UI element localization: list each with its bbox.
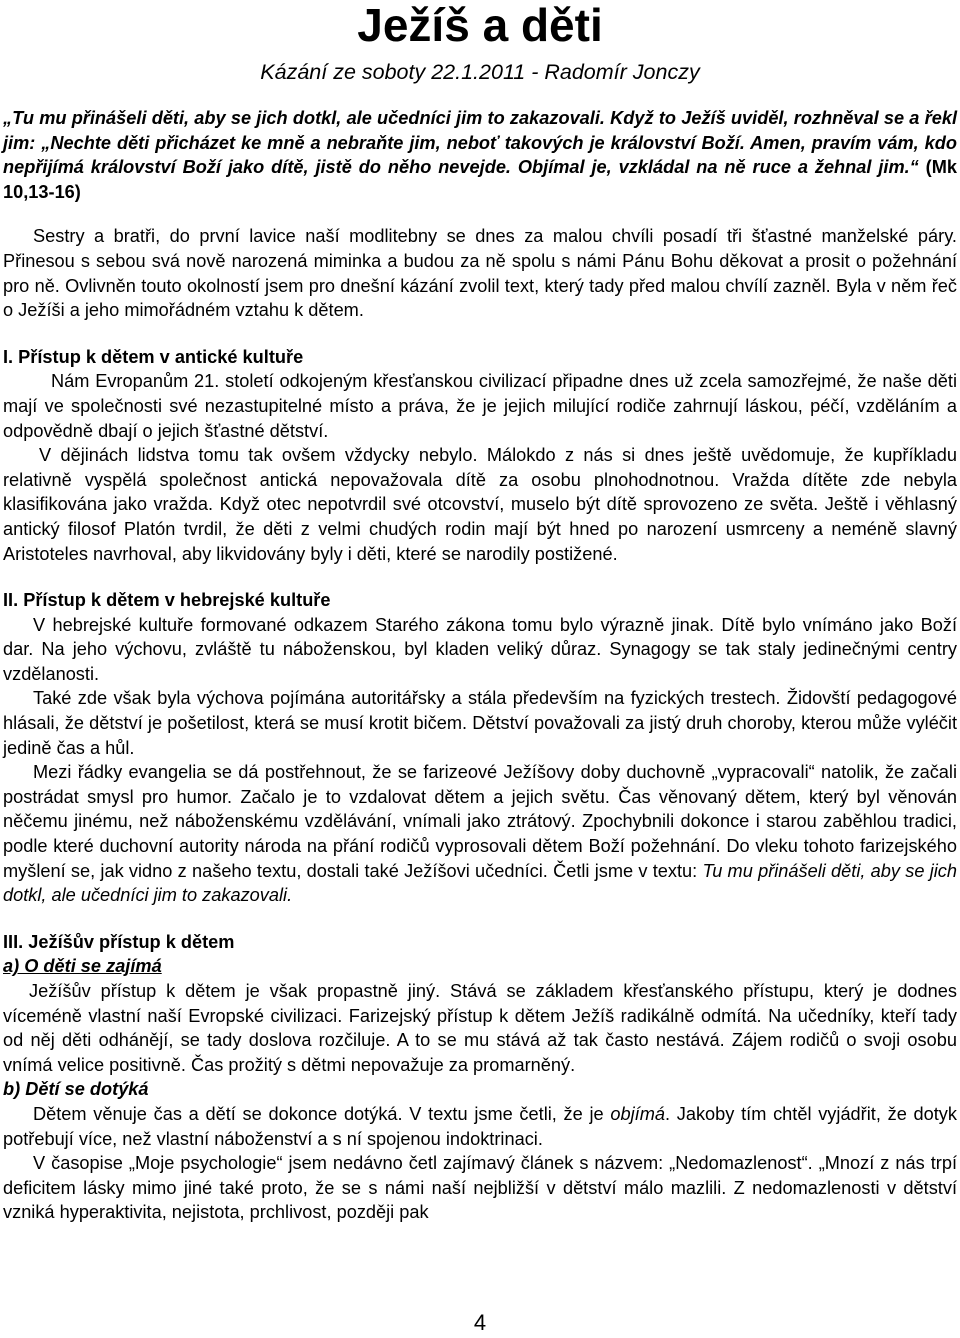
document-body xyxy=(3,106,957,1225)
section-1-paragraph-1: Nám Evropanům 21. století odkojeným křesťanskou civilizací připadne dnes už zcela samozřejmé, že naše děti mají ve společnosti své nezastupitelné místo a práva, že je jejich milující rodiče zahrnují láskou, péčí, vzděláním a odpovědně dbají o jejich šťastné dětství. xyxy=(3,371,957,441)
section-1-heading: I. Přístup k dětem v antické kultuře xyxy=(3,346,304,367)
section-1-paragraph-2: V dějinách lidstva tomu tak ovšem vždycky nebylo. Málokdo z nás si dnes ještě uvědomuje, že kupříkladu relativně vyspělá společnost antická nepovažovala dítě za osobu plnohodnotnou. Vražda dítěte zde nebyla klasifikována jako vražda. Když otec nepotvrdil své otcovství, muselo být dítě sprovozeno ze světa. Ještě i věhlasný antický filosof Platón tvrdil, že děti z velmi chudých rodin mají být hned po narození usmrceny a neméně slavný Aristoteles navrhoval, aby likvidovány byly i děti, které se narodily postižené. xyxy=(3,445,957,564)
subsection-b-paragraph-1 xyxy=(3,1102,957,1151)
sermon-subtitle: Kázání ze soboty 22.1.2011 - Radomír Jonczy xyxy=(260,60,700,84)
subsection-b-text-2: . Jakoby tím chtěl vyjádřit, že dotyk potřebují více, než vlastní náboženství a s ní spojenou indoktrinaci. xyxy=(3,1103,957,1149)
section-2-paragraph-3-text: Mezi řádky evangelia se dá postřehnout, že se farizeové Ježíšovy doby duchovně „vypracovali“ natolik, že začali postrádat smysl pro humor. Začalo je to vzdalovat dětem a jejich světu. Čas věnovaný dětem, který byl věnován něčemu jinému, než náboženskému vzdělávání, vnímali jako ztrátový. Zpochybnili dokonce i starou zaběhlou tradici, podle které duchovní autority národa na přání rodičů vyprosovali dětem Boží požehnání. Do vleku tohoto farizejského myšlení se, jak vidno z našeho textu, dostali také Ježíšovi učedníci. Četli jsme v textu: xyxy=(3,762,957,881)
subsection-b-emphasis: objímá xyxy=(610,1103,665,1124)
subsection-a-heading: a) O děti se zajímá xyxy=(3,956,162,977)
section-2-paragraph-3-quote: Tu mu přinášeli děti, aby se jich dotkl, ale učedníci jim to zakazovali. xyxy=(3,860,958,906)
subsection-a-paragraph: Ježíšův přístup k dětem je však propastně jiný. Stává se základem křesťanského přístupu, který je dodnes víceméně vlastní naší Evropské civilizaci. Farizejský přístup k dětem Ježíš radikálně odmítá. Na učedníky, kteří tady od něj děti odhánějí, se tady doslova rozčiluje. A to se mu stává až tak často nestává. Zájem rodičů o svoji osobu vnímá velice positivně. Čas prožitý s dětmi nepovažuje za promarněný. xyxy=(3,981,957,1075)
section-2-paragraph-1: V hebrejské kultuře formované odkazem Starého zákona tomu bylo výrazně jinak. Dítě bylo vnímáno jako Boží dar. Na jeho výchovu, zvláště tu náboženskou, byl kladen veliký důraz. Synagogy se tak staly jedinečnými centry vzdělanosti. xyxy=(3,614,957,684)
bible-reference: (Mk 10,13-16) xyxy=(3,157,958,202)
intro-paragraph: Sestry a bratři, do první lavice naší modlitebny se dnes za malou chvíli posadí tři šťastné manželské páry. Přinesou s sebou svá nově narozená miminka a budou za ně spolu s námi Pánu Bohu děkovat a prosit o požehnání pro ně. Ovlivněn touto okolností jsem pro dnešní kázání zvolil text, který tady před malou chvílí zazněl. Byla v něm řeč o Ježíši a jeho mimořádném vztahu k dětem. xyxy=(3,226,957,321)
subsection-b-text-1: Dětem věnuje čas a dětí se dokonce dotýká. V textu jsme četli, že je xyxy=(33,1103,611,1124)
section-3-heading: III. Ježíšův přístup k dětem xyxy=(3,931,235,952)
subsection-b-paragraph-2: V časopise „Moje psychologie“ jsem nedávno četl zajímavý článek s názvem: „Nedomazlenost“. „Mnozí z nás trpí deficitem lásky mimo jiné také proto, že se s námi naší nejbližší v dětství málo mazlili. Z nedomazlenosti v dětství vzniká hyperaktivita, nejistota, prchlivost, později pak xyxy=(3,1153,957,1223)
page-number: 4 xyxy=(473,1310,487,1335)
section-2-heading: II. Přístup k dětem v hebrejské kultuře xyxy=(3,590,331,611)
subsection-b-heading: b) Dětí se dotýká xyxy=(3,1079,149,1100)
page-title: Ježíš a děti xyxy=(357,0,603,51)
section-2-paragraph-2: Také zde však byla výchova pojímána autoritářsky a stála především na fyzických trestech. Židovští pedagogové hlásali, že dětství je pošetilost, která se musí krotit bičem. Dětství považovali za jistý druh choroby, kterou může vyléčit jedině čas a hůl. xyxy=(3,688,957,758)
bible-quote-text: „Tu mu přinášeli děti, aby se jich dotkl, ale učedníci jim to zakazovali. Když to Ježíš uviděl, rozhněval se a řekl jim: „Nechte děti přicházet ke mně a nebraňte jim, neboť takových je království Boží. Amen, pravím vám, kdo nepřijímá království Boží jako dítě, jistě do něho nevejde. Objímal je, vzkládal na ně ruce a žehnal jim.“ xyxy=(3,108,957,178)
section-2-paragraph-3 xyxy=(3,760,957,908)
bible-quote xyxy=(3,106,957,204)
